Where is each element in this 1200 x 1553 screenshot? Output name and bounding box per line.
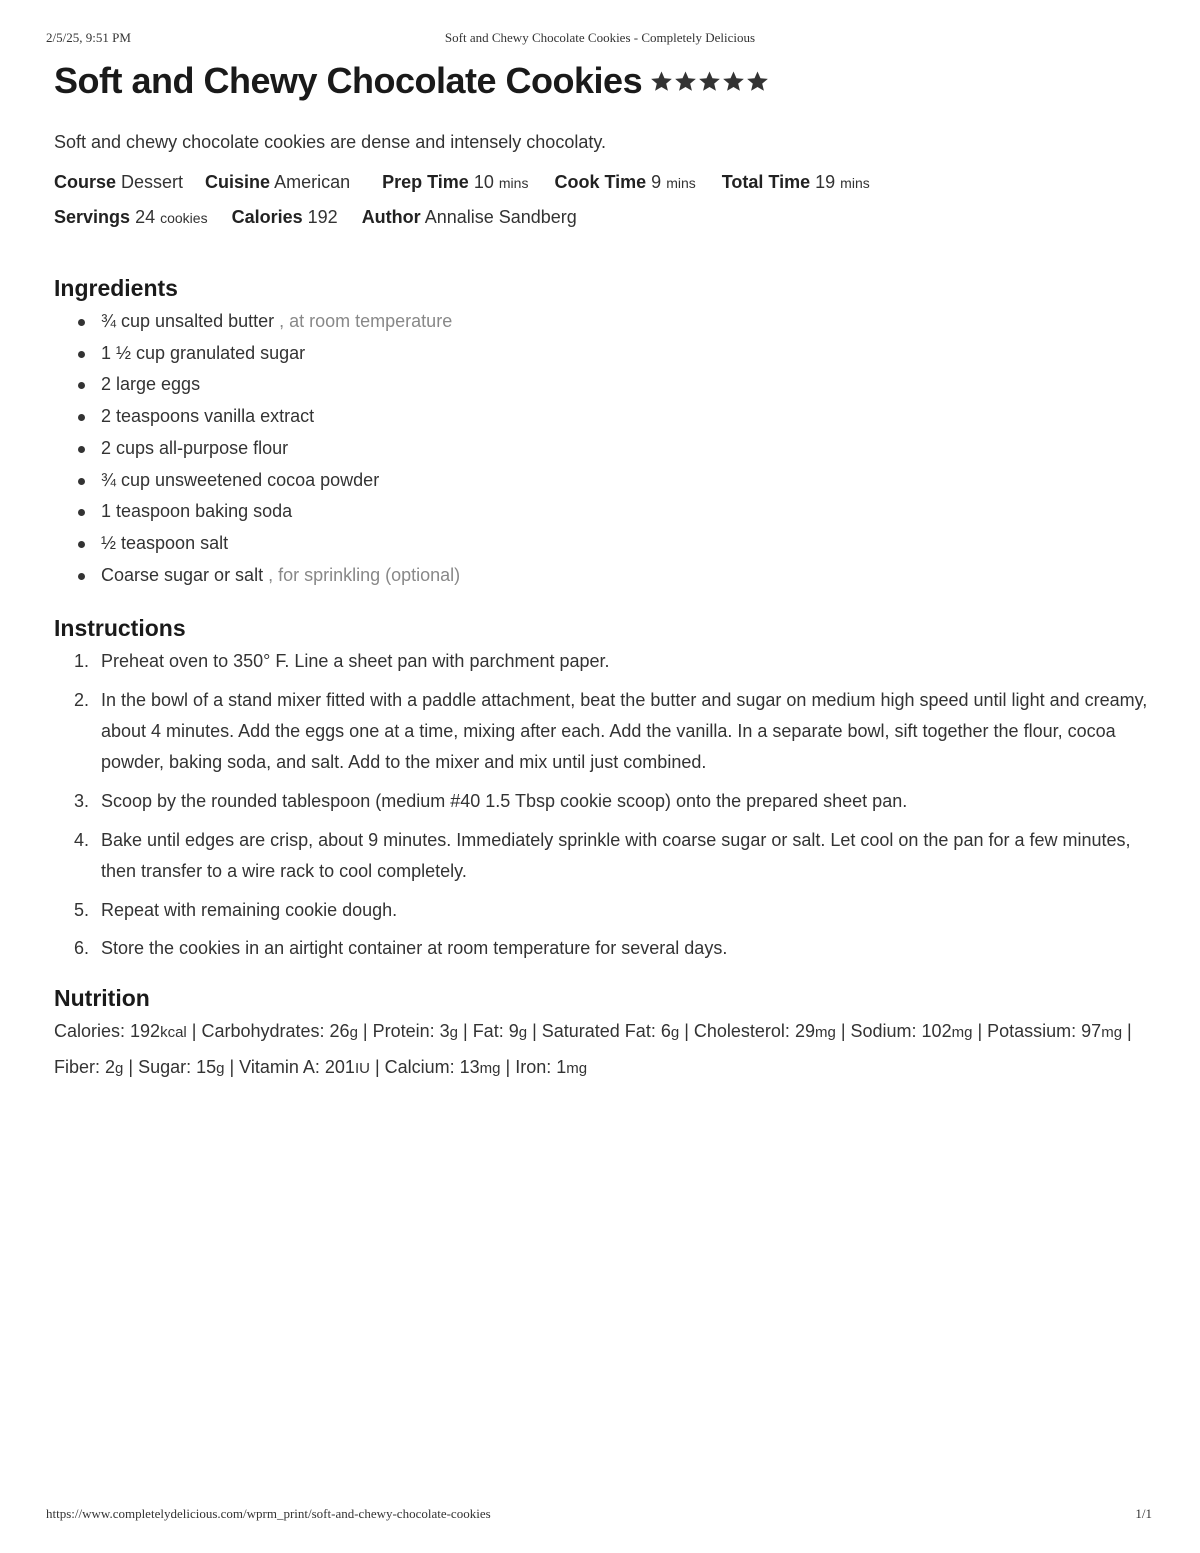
meta-prep-time xyxy=(382,165,528,200)
nutrition-value: 13 xyxy=(459,1056,480,1077)
nutrition-item xyxy=(201,1021,357,1041)
nutrition-item xyxy=(542,1021,679,1041)
nutrition-unit: mg xyxy=(951,1023,973,1041)
ingredient-item xyxy=(54,401,1154,433)
nutrition-value: 2 xyxy=(105,1056,116,1077)
bullet-icon xyxy=(78,414,85,421)
meta-calories-label: Calories xyxy=(231,207,303,227)
nutrition-value: 201 xyxy=(324,1056,355,1077)
meta-cook-time-value: 9 xyxy=(651,172,662,192)
ingredient-item xyxy=(54,465,1154,497)
meta-prep-time-label: Prep Time xyxy=(382,172,469,192)
recipe-summary: Soft and chewy chocolate cookies are dense and intensely chocolaty. xyxy=(54,132,607,152)
nutrition-item xyxy=(373,1021,458,1041)
meta-cook-time-label: Cook Time xyxy=(554,172,647,192)
nutrition-label: Vitamin A: xyxy=(239,1056,325,1077)
nutrition-item xyxy=(54,1057,123,1077)
bullet-icon xyxy=(78,446,85,453)
meta-author-label: Author xyxy=(361,207,421,227)
nutrition-unit: g xyxy=(349,1023,358,1041)
nutrition-label: Cholesterol: xyxy=(693,1020,795,1041)
bullet-icon xyxy=(78,573,85,580)
nutrition-value: 192 xyxy=(130,1020,161,1041)
ingredients-heading: Ingredients xyxy=(54,275,178,301)
nutrition-label: Carbohydrates: xyxy=(201,1020,330,1041)
ingredient-text: 2 cups all-purpose flour xyxy=(101,437,289,458)
ingredient-text: ¾ cup unsalted butter xyxy=(101,311,275,331)
star-icon xyxy=(722,70,745,93)
meta-row-2 xyxy=(54,200,1154,235)
bullet-icon xyxy=(78,382,85,389)
meta-prep-time-unit: mins xyxy=(498,175,529,191)
ingredient-text: 2 teaspoons vanilla extract xyxy=(101,406,315,427)
print-datetime: 2/5/25, 9:51 PM xyxy=(46,30,131,45)
meta-total-time-value: 19 xyxy=(815,172,836,192)
ingredient-note: , for sprinkling (optional) xyxy=(263,564,461,585)
instruction-step xyxy=(54,646,1154,677)
nutrition-label: Iron: xyxy=(515,1056,557,1077)
nutrition-value: 97 xyxy=(1081,1020,1102,1041)
step-number: 2. xyxy=(74,690,90,711)
step-text: Store the cookies in an airtight container at room temperature for several days. xyxy=(101,938,728,959)
meta-servings xyxy=(54,200,208,235)
instruction-step xyxy=(54,685,1154,779)
ingredient-text: 2 large eggs xyxy=(101,374,201,395)
step-number: 5. xyxy=(74,899,90,920)
print-page-title: Soft and Chewy Chocolate Cookies - Completely Delicious xyxy=(444,30,756,45)
bullet-icon xyxy=(78,478,85,485)
ingredient-text: ¾ cup unsweetened cocoa powder xyxy=(101,469,380,490)
nutrition-heading: Nutrition xyxy=(54,984,150,1011)
print-footer xyxy=(0,1506,1200,1526)
meta-course-value: Dessert xyxy=(121,172,184,192)
meta-cuisine-label: Cuisine xyxy=(205,172,271,192)
ingredient-item xyxy=(54,496,1154,528)
print-url: https://www.completelydelicious.com/wprm_print/soft-and-chewy-chocolate-cookies xyxy=(46,1506,491,1521)
step-text: Scoop by the rounded tablespoon (medium #40 1.5 Tbsp cookie scoop) onto the prepared sheet pan. xyxy=(101,791,908,812)
meta-cuisine xyxy=(205,165,350,200)
step-text: Repeat with remaining cookie dough. xyxy=(101,899,398,920)
step-number: 4. xyxy=(74,829,90,850)
nutrition-label: Fat: xyxy=(472,1020,509,1041)
print-page-number: 1/1 xyxy=(1135,1506,1152,1521)
ingredient-item xyxy=(54,528,1154,560)
meta-calories xyxy=(232,200,338,235)
ingredient-item xyxy=(54,338,1154,370)
instruction-step xyxy=(54,933,1154,964)
instruction-step xyxy=(54,786,1154,817)
nutrition-label: Fiber: xyxy=(54,1056,106,1077)
meta-servings-label: Servings xyxy=(54,207,131,227)
step-text: Preheat oven to 350° F. Line a sheet pan with parchment paper. xyxy=(101,651,610,672)
nutrition-unit: kcal xyxy=(160,1023,187,1041)
nutrition-value: 3 xyxy=(439,1020,450,1041)
meta-servings-unit: cookies xyxy=(160,210,208,226)
step-text: In the bowl of a stand mixer fitted with a paddle attachment, beat the butter and sugar on medium high speed until light and creamy, about 4 minutes. Add the eggs one at a time, mixing after each. Add the vanilla. In a separate bowl, sift together the flour, cocoa powder, baking soda, and salt. Add to the mixer and mix until just combined. xyxy=(101,690,1148,773)
meta-row-1 xyxy=(54,165,1154,200)
meta-total-time-unit: mins xyxy=(840,175,870,191)
star-rating xyxy=(650,70,770,93)
step-number: 1. xyxy=(74,651,90,672)
nutrition-unit: IU xyxy=(354,1059,370,1077)
ingredient-text: 1 ½ cup granulated sugar xyxy=(101,342,306,363)
meta-servings-value: 24 xyxy=(135,207,156,227)
nutrition-item xyxy=(515,1057,587,1077)
step-number: 6. xyxy=(74,938,90,959)
meta-cook-time-unit: mins xyxy=(666,175,696,191)
nutrition-item xyxy=(987,1021,1122,1041)
ingredient-text: ½ teaspoon salt xyxy=(101,532,229,553)
nutrition-item xyxy=(138,1057,224,1077)
nutrition-value: 102 xyxy=(921,1020,952,1041)
meta-author xyxy=(362,200,577,235)
nutrition-facts: Calories: 192kcal | Carbohydrates: 26g | Protein: 3g | Fat: 9g | Saturated Fat: 6g | Cholesterol: 29mg | Sodium: 102mg | Potassium: 97mg | Fiber: 2g | Sugar: 15g | Vitamin A: 201IU | Calcium: 13mg | Iron: 1mg xyxy=(54,1020,1132,1077)
step-number: 3. xyxy=(74,791,90,812)
nutrition-item xyxy=(473,1021,527,1041)
instruction-step xyxy=(54,825,1154,887)
meta-prep-time-value: 10 xyxy=(473,172,494,192)
nutrition-value: 1 xyxy=(556,1056,567,1077)
star-icon xyxy=(698,70,721,93)
meta-course xyxy=(54,165,183,200)
nutrition-value: 6 xyxy=(660,1020,671,1041)
meta-calories-value: 192 xyxy=(307,207,338,227)
instructions-heading: Instructions xyxy=(54,615,186,642)
meta-cuisine-value: American xyxy=(274,172,351,192)
ingredient-item xyxy=(54,433,1154,465)
ingredient-note: , at room temperature xyxy=(274,311,453,331)
nutrition-label: Saturated Fat: xyxy=(541,1020,661,1041)
nutrition-item xyxy=(851,1021,973,1041)
step-text: Bake until edges are crisp, about 9 minutes. Immediately sprinkle with coarse sugar or salt. Let cool on the pan for a few minutes, then transfer to a wire rack to cool completely. xyxy=(101,829,1131,882)
star-icon xyxy=(650,70,673,93)
nutrition-value: 29 xyxy=(794,1020,815,1041)
star-icon xyxy=(674,70,697,93)
nutrition-item xyxy=(385,1057,501,1077)
nutrition-item xyxy=(54,1021,187,1041)
bullet-icon xyxy=(78,509,85,516)
nutrition-label: Calories: xyxy=(54,1020,131,1041)
recipe-title: Soft and Chewy Chocolate Cookies xyxy=(54,60,643,101)
star-icon xyxy=(746,70,769,93)
recipe-card xyxy=(54,58,1154,1086)
ingredient-text: Coarse sugar or salt xyxy=(101,564,264,585)
meta-cook-time xyxy=(554,165,695,200)
instructions-list xyxy=(54,646,1154,964)
nutrition-unit: mg xyxy=(1101,1023,1123,1041)
bullet-icon xyxy=(78,351,85,358)
meta-author-value: Annalise Sandberg xyxy=(424,207,577,227)
nutrition-unit: mg xyxy=(479,1059,501,1077)
nutrition-unit: g xyxy=(449,1023,458,1041)
meta-course-label: Course xyxy=(54,172,117,192)
nutrition-label: Sodium: xyxy=(850,1020,922,1041)
ingredient-item xyxy=(54,560,1154,592)
title-row xyxy=(54,58,1154,104)
nutrition-unit: g xyxy=(670,1023,680,1041)
nutrition-label: Calcium: xyxy=(384,1056,460,1077)
nutrition-unit: mg xyxy=(566,1059,588,1077)
meta-total-time-label: Total Time xyxy=(721,172,811,192)
ingredient-text: 1 teaspoon baking soda xyxy=(101,501,293,522)
meta-total-time xyxy=(722,165,870,200)
nutrition-item xyxy=(694,1021,836,1041)
nutrition-unit: g xyxy=(216,1059,225,1077)
bullet-icon xyxy=(78,319,85,326)
nutrition-label: Sugar: xyxy=(138,1056,197,1077)
nutrition-value: 26 xyxy=(329,1020,350,1041)
bullet-icon xyxy=(78,541,85,548)
print-header xyxy=(0,30,1200,50)
nutrition-unit: mg xyxy=(814,1023,836,1041)
instruction-step xyxy=(54,895,1154,926)
nutrition-value: 15 xyxy=(196,1056,217,1077)
nutrition-unit: g xyxy=(518,1023,528,1041)
nutrition-item xyxy=(239,1057,370,1077)
nutrition-value: 9 xyxy=(508,1020,519,1041)
nutrition-label: Potassium: xyxy=(987,1020,1082,1041)
nutrition-unit: g xyxy=(115,1059,124,1077)
ingredients-list xyxy=(54,306,1154,591)
nutrition-label: Protein: xyxy=(372,1020,440,1041)
recipe-meta xyxy=(54,165,1154,235)
ingredient-item xyxy=(54,369,1154,401)
ingredient-item xyxy=(54,306,1154,338)
